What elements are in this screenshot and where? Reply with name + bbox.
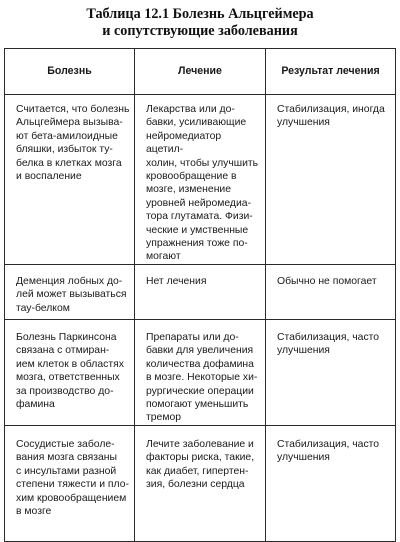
table-row	[5, 264, 396, 319]
disease-text: Сосудистые заболе- вания мозга связаны с инсультами разной степени тяжести и пло- хим кровообращением в мозге	[16, 438, 129, 517]
treatment-text: Лекарства или до- бавки, усиливающие нейромедиатор ацетил- холин, чтобы улучшить кровообращение в мозге, изменение уровней нейромедиа- тора глутамата. Физи- ческие и умственные упражнения тоже по- могают	[146, 104, 259, 263]
result-text: Стабилизация, иногда улучшения	[277, 104, 385, 129]
disease-cell	[5, 319, 135, 425]
table-title-line-1: Таблица 12.1 Болезнь Альцгеймера	[86, 6, 314, 22]
result-cell	[266, 95, 396, 265]
result-text: Стабилизация, часто улучшения	[277, 331, 380, 357]
result-text: Стабилизация, часто улучшения	[277, 438, 380, 464]
result-cell	[266, 264, 396, 319]
column-header-result: Результат лечения	[266, 49, 396, 95]
table-row	[5, 425, 396, 541]
treatment-cell	[135, 319, 266, 425]
result-text: Обычно не помогает	[277, 275, 377, 287]
table-row	[5, 319, 396, 425]
disease-cell	[5, 264, 135, 319]
table-title-line-2: и сопутствующие заболевания	[102, 23, 298, 39]
treatment-cell	[135, 95, 266, 265]
disease-text: Считается, что болезнь Альцгеймера вызыва- ют бета-амилоидные бляшки, избыток ту- белка в клетках мозга и воспаление	[16, 104, 130, 183]
treatment-cell	[135, 264, 266, 319]
treatment-text: Нет лечения	[146, 275, 207, 287]
disease-cell	[5, 95, 135, 265]
column-header-treatment: Лечение	[135, 49, 266, 95]
disease-text: Деменция лобных до- лей может вызываться тау-белком	[16, 275, 127, 314]
disease-cell	[5, 425, 135, 541]
table-title	[0, 6, 400, 40]
table-row	[5, 95, 396, 265]
table-header-row	[5, 49, 396, 95]
treatment-text: Лечите заболевание и факторы риска, такие, как диабет, гипертен- зия, болезни сердца	[146, 438, 255, 491]
disease-table	[4, 48, 396, 542]
result-cell	[266, 425, 396, 541]
column-header-disease: Болезнь	[5, 49, 135, 95]
result-cell	[266, 319, 396, 425]
disease-text: Болезнь Паркинсона связана с отмиран- ием клеток в областях мозга, ответственных за производство до- фамина	[16, 331, 124, 410]
treatment-text: Препараты или до- бавки для увеличения количества дофамина в мозге. Некоторые хи- рургические операции помогают уменьшить тремор	[146, 331, 258, 424]
treatment-cell	[135, 425, 266, 541]
